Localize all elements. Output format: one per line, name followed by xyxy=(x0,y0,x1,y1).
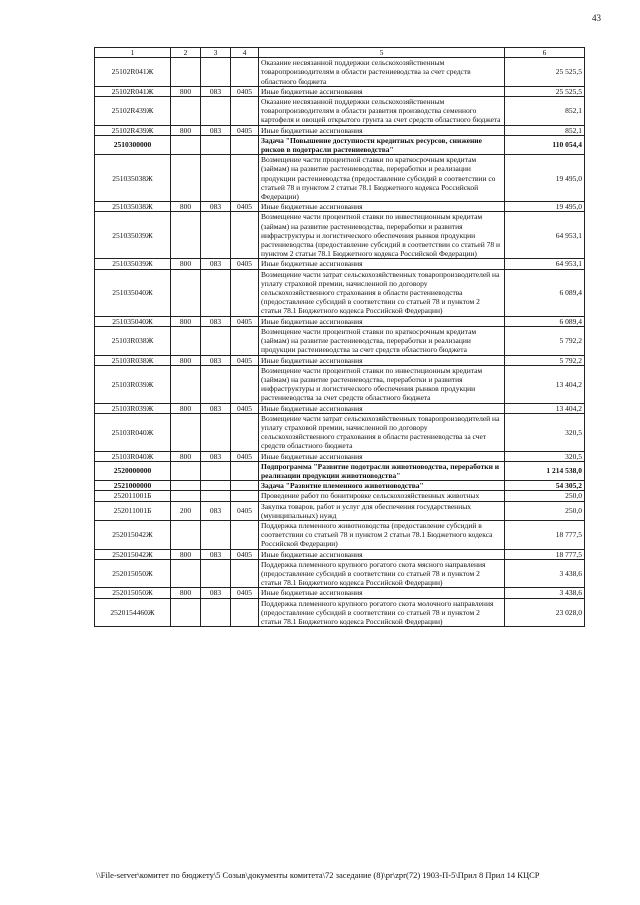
row-section xyxy=(231,461,259,480)
row-section xyxy=(231,58,259,87)
row-description: Поддержка племенного крупного рогатого скота мясного направления (предоставление субсидий в соответствии со статьей 78 и пунктом 2 статьи 78.1 Бюджетного кодекса Российской Федерации) xyxy=(259,559,505,588)
row-expense-type: 800 xyxy=(171,355,201,365)
row-section: 0405 xyxy=(231,355,259,365)
row-ministry: 083 xyxy=(201,355,231,365)
row-ministry xyxy=(201,212,231,259)
row-description: Иные бюджетные ассигнования xyxy=(259,86,505,96)
row-ministry: 083 xyxy=(201,202,231,212)
row-code: 25102R439Ж xyxy=(95,125,171,135)
row-code: 25103R039Ж xyxy=(95,403,171,413)
row-code: 25103R040Ж xyxy=(95,451,171,461)
row-code: 2510300000 xyxy=(95,135,171,154)
row-code: 2521000000 xyxy=(95,481,171,491)
table-row xyxy=(95,520,585,549)
row-amount: 320,5 xyxy=(505,451,585,461)
header-col-1: 1 xyxy=(95,48,171,58)
row-description: Поддержка племенного животноводства (предоставление субсидий в соответствии со статьей 78 и пунктом 2 статьи 78.1 Бюджетного кодекса Российской Федерации) xyxy=(259,520,505,549)
row-description: Иные бюджетные ассигнования xyxy=(259,202,505,212)
table-row xyxy=(95,461,585,480)
row-description: Поддержка племенного крупного рогатого скота молочного направления (предоставление субсидий в соответствии со статьей 78 и пунктом 2 статьи 78.1 Бюджетного кодекса Российской Федерации) xyxy=(259,598,505,627)
row-section xyxy=(231,135,259,154)
row-description: Иные бюджетные ассигнования xyxy=(259,588,505,598)
row-expense-type xyxy=(171,491,201,501)
row-code: 252011001Б xyxy=(95,501,171,520)
row-code: 251035040Ж xyxy=(95,316,171,326)
row-ministry xyxy=(201,97,231,126)
table-row xyxy=(95,413,585,451)
table-row xyxy=(95,125,585,135)
row-ministry xyxy=(201,269,231,316)
row-description: Оказание несвязанной поддержки сельскохозяйственным товаропроизводителям в области развития производства семенного картофеля и овощей открытого грунта за счет средств областного бюджета xyxy=(259,97,505,126)
row-ministry xyxy=(201,481,231,491)
row-amount: 852,1 xyxy=(505,125,585,135)
table-row xyxy=(95,212,585,259)
row-code: 251035038Ж xyxy=(95,155,171,202)
row-expense-type xyxy=(171,520,201,549)
row-code: 252015042Ж xyxy=(95,520,171,549)
row-code: 25103R038Ж xyxy=(95,355,171,365)
row-ministry xyxy=(201,598,231,627)
row-amount: 13 404,2 xyxy=(505,403,585,413)
row-ministry: 083 xyxy=(201,549,231,559)
row-expense-type xyxy=(171,598,201,627)
row-description: Возмещение части затрат сельскохозяйственных товаропроизводителей на уплату страховой премии, начисленной по договору сельскохозяйственного страхования в области растениеводства за счет средств областного бюджета xyxy=(259,413,505,451)
row-ministry: 083 xyxy=(201,451,231,461)
row-amount: 6 089,4 xyxy=(505,316,585,326)
row-amount: 1 214 538,0 xyxy=(505,461,585,480)
row-section: 0405 xyxy=(231,549,259,559)
row-description: Иные бюджетные ассигнования xyxy=(259,259,505,269)
row-section: 0405 xyxy=(231,451,259,461)
row-description: Возмещение части процентной ставки по краткосрочным кредитам (займам) на развитие растениеводства, переработки и реализации продукции растениеводства (предоставление субсидий в соответствии со статьей 78 и пунктом 2 статьи 78.1 Бюджетного кодекса Российской Федерации) xyxy=(259,155,505,202)
row-amount: 5 792,2 xyxy=(505,326,585,355)
table-row xyxy=(95,501,585,520)
row-section xyxy=(231,413,259,451)
table-row xyxy=(95,202,585,212)
row-section xyxy=(231,212,259,259)
table-row xyxy=(95,269,585,316)
row-ministry: 083 xyxy=(201,403,231,413)
table-row xyxy=(95,365,585,403)
row-code: 25102R439Ж xyxy=(95,97,171,126)
row-description: Проведение работ по бонитировке сельскохозяйственных животных xyxy=(259,491,505,501)
table-row xyxy=(95,326,585,355)
row-amount: 54 305,2 xyxy=(505,481,585,491)
row-expense-type xyxy=(171,326,201,355)
row-code: 25103R038Ж xyxy=(95,326,171,355)
row-amount: 320,5 xyxy=(505,413,585,451)
row-ministry: 083 xyxy=(201,259,231,269)
table-row xyxy=(95,549,585,559)
row-code: 251035038Ж xyxy=(95,202,171,212)
row-ministry: 083 xyxy=(201,316,231,326)
table-row xyxy=(95,598,585,627)
row-code: 251035039Ж xyxy=(95,212,171,259)
row-amount: 18 777,5 xyxy=(505,520,585,549)
row-amount: 64 953,1 xyxy=(505,259,585,269)
row-description: Возмещение части затрат сельскохозяйственных товаропроизводителей на уплату страховой премии, начисленной по договору сельскохозяйственного страхования в области растениеводства (предоставление субсидий в соответствии со статьей 78 и пунктом 2 статьи 78.1 Бюджетного кодекса Российской Федерации) xyxy=(259,269,505,316)
row-code: 25103R039Ж xyxy=(95,365,171,403)
table-header-row xyxy=(95,48,585,58)
row-amount: 25 525,5 xyxy=(505,86,585,96)
row-description: Подпрограмма "Развитие подотрасли животноводства, переработки и реализации продукции животноводства" xyxy=(259,461,505,480)
row-section: 0405 xyxy=(231,202,259,212)
row-ministry: 083 xyxy=(201,86,231,96)
table-row xyxy=(95,155,585,202)
row-section xyxy=(231,481,259,491)
row-section xyxy=(231,520,259,549)
row-section xyxy=(231,97,259,126)
row-code: 25103R040Ж xyxy=(95,413,171,451)
row-amount: 25 525,5 xyxy=(505,58,585,87)
row-ministry: 083 xyxy=(201,588,231,598)
header-col-4: 4 xyxy=(231,48,259,58)
page-number: 43 xyxy=(592,13,601,23)
row-ministry xyxy=(201,491,231,501)
row-expense-type xyxy=(171,481,201,491)
table-row xyxy=(95,491,585,501)
header-col-2: 2 xyxy=(171,48,201,58)
row-ministry xyxy=(201,413,231,451)
row-section xyxy=(231,491,259,501)
row-section: 0405 xyxy=(231,259,259,269)
row-amount: 250,0 xyxy=(505,491,585,501)
row-amount: 110 054,4 xyxy=(505,135,585,154)
table-row xyxy=(95,259,585,269)
row-section: 0405 xyxy=(231,501,259,520)
row-expense-type xyxy=(171,135,201,154)
row-ministry xyxy=(201,135,231,154)
row-expense-type: 800 xyxy=(171,588,201,598)
row-expense-type: 800 xyxy=(171,403,201,413)
table-row xyxy=(95,355,585,365)
row-expense-type: 800 xyxy=(171,86,201,96)
row-expense-type xyxy=(171,413,201,451)
row-ministry xyxy=(201,520,231,549)
table-row xyxy=(95,481,585,491)
row-ministry xyxy=(201,559,231,588)
row-section xyxy=(231,559,259,588)
row-section: 0405 xyxy=(231,86,259,96)
table-row xyxy=(95,135,585,154)
table-row xyxy=(95,588,585,598)
row-ministry: 083 xyxy=(201,501,231,520)
header-col-5: 5 xyxy=(259,48,505,58)
row-expense-type: 800 xyxy=(171,125,201,135)
row-description: Иные бюджетные ассигнования xyxy=(259,403,505,413)
row-amount: 19 495,0 xyxy=(505,202,585,212)
row-ministry xyxy=(201,58,231,87)
table-row xyxy=(95,403,585,413)
row-section xyxy=(231,326,259,355)
table-row xyxy=(95,97,585,126)
row-amount: 3 438,6 xyxy=(505,559,585,588)
row-expense-type xyxy=(171,559,201,588)
table-row xyxy=(95,86,585,96)
row-description: Иные бюджетные ассигнования xyxy=(259,355,505,365)
table-row xyxy=(95,451,585,461)
row-code: 251035039Ж xyxy=(95,259,171,269)
row-code: 252015050Ж xyxy=(95,559,171,588)
row-amount: 3 438,6 xyxy=(505,588,585,598)
row-ministry xyxy=(201,365,231,403)
row-expense-type: 800 xyxy=(171,259,201,269)
row-amount: 852,1 xyxy=(505,97,585,126)
row-code: 25102R041Ж xyxy=(95,58,171,87)
row-description: Иные бюджетные ассигнования xyxy=(259,549,505,559)
row-amount: 6 089,4 xyxy=(505,269,585,316)
row-amount: 13 404,2 xyxy=(505,365,585,403)
row-ministry: 083 xyxy=(201,125,231,135)
row-ministry xyxy=(201,461,231,480)
row-amount: 19 495,0 xyxy=(505,155,585,202)
header-col-3: 3 xyxy=(201,48,231,58)
row-amount: 250,0 xyxy=(505,501,585,520)
row-expense-type xyxy=(171,58,201,87)
table-row xyxy=(95,58,585,87)
row-amount: 23 028,0 xyxy=(505,598,585,627)
row-amount: 18 777,5 xyxy=(505,549,585,559)
row-description: Оказание несвязанной поддержки сельскохозяйственным товаропроизводителям в области растениеводства за счет средств областного бюджета xyxy=(259,58,505,87)
row-description: Возмещение части процентной ставки по краткосрочным кредитам (займам) на развитие растениеводства, переработки и реализации продукции растениеводства за счет средств областного бюджета xyxy=(259,326,505,355)
row-expense-type: 800 xyxy=(171,549,201,559)
row-expense-type: 800 xyxy=(171,451,201,461)
row-code: 252015042Ж xyxy=(95,549,171,559)
row-description: Возмещение части процентной ставки по инвестиционным кредитам (займам) на развитие растениеводства, переработки и развития инфраструктуры и логистического обеспечения рынков продукции растениеводства (предоставление субсидий в соответствии со статьей 78 и пунктом 2 статьи 78.1 Бюджетного кодекса Российской Федерации) xyxy=(259,212,505,259)
row-expense-type xyxy=(171,97,201,126)
row-code: 2520154460Ж xyxy=(95,598,171,627)
row-expense-type xyxy=(171,365,201,403)
row-amount: 5 792,2 xyxy=(505,355,585,365)
row-expense-type: 200 xyxy=(171,501,201,520)
row-expense-type xyxy=(171,155,201,202)
row-description: Задача "Развитие племенного животноводства" xyxy=(259,481,505,491)
row-code: 252011001Б xyxy=(95,491,171,501)
table-row xyxy=(95,316,585,326)
row-section: 0405 xyxy=(231,588,259,598)
budget-table xyxy=(94,47,585,627)
row-expense-type xyxy=(171,461,201,480)
row-section xyxy=(231,598,259,627)
row-section xyxy=(231,365,259,403)
row-code: 2520000000 xyxy=(95,461,171,480)
row-code: 251035040Ж xyxy=(95,269,171,316)
row-section: 0405 xyxy=(231,403,259,413)
row-expense-type: 800 xyxy=(171,316,201,326)
table-row xyxy=(95,559,585,588)
row-description: Возмещение части процентной ставки по инвестиционным кредитам (займам) на развитие растениеводства, переработки и развития инфраструктуры и логистического обеспечения рынков продукции растениеводства за счет средств областного бюджета xyxy=(259,365,505,403)
row-description: Закупка товаров, работ и услуг для обеспечения государственных (муниципальных) нужд xyxy=(259,501,505,520)
row-description: Задача "Повышение доступности кредитных ресурсов, снижение рисков в подотрасли растениеводства" xyxy=(259,135,505,154)
row-section: 0405 xyxy=(231,316,259,326)
row-expense-type: 800 xyxy=(171,202,201,212)
row-code: 252015050Ж xyxy=(95,588,171,598)
row-expense-type xyxy=(171,212,201,259)
row-description: Иные бюджетные ассигнования xyxy=(259,316,505,326)
row-section xyxy=(231,155,259,202)
file-path-footer: \\File-server\комитет по бюджету\5 Созыв\документы комитета\72 заседание (8)\pr\zpr(72) 1903-П-5\Прил 8 Прил 14 КЦСР xyxy=(96,870,540,880)
header-col-6: 6 xyxy=(505,48,585,58)
row-ministry xyxy=(201,155,231,202)
row-description: Иные бюджетные ассигнования xyxy=(259,451,505,461)
row-section xyxy=(231,269,259,316)
row-description: Иные бюджетные ассигнования xyxy=(259,125,505,135)
row-expense-type xyxy=(171,269,201,316)
row-ministry xyxy=(201,326,231,355)
row-section: 0405 xyxy=(231,125,259,135)
row-code: 25102R041Ж xyxy=(95,86,171,96)
row-amount: 64 953,1 xyxy=(505,212,585,259)
